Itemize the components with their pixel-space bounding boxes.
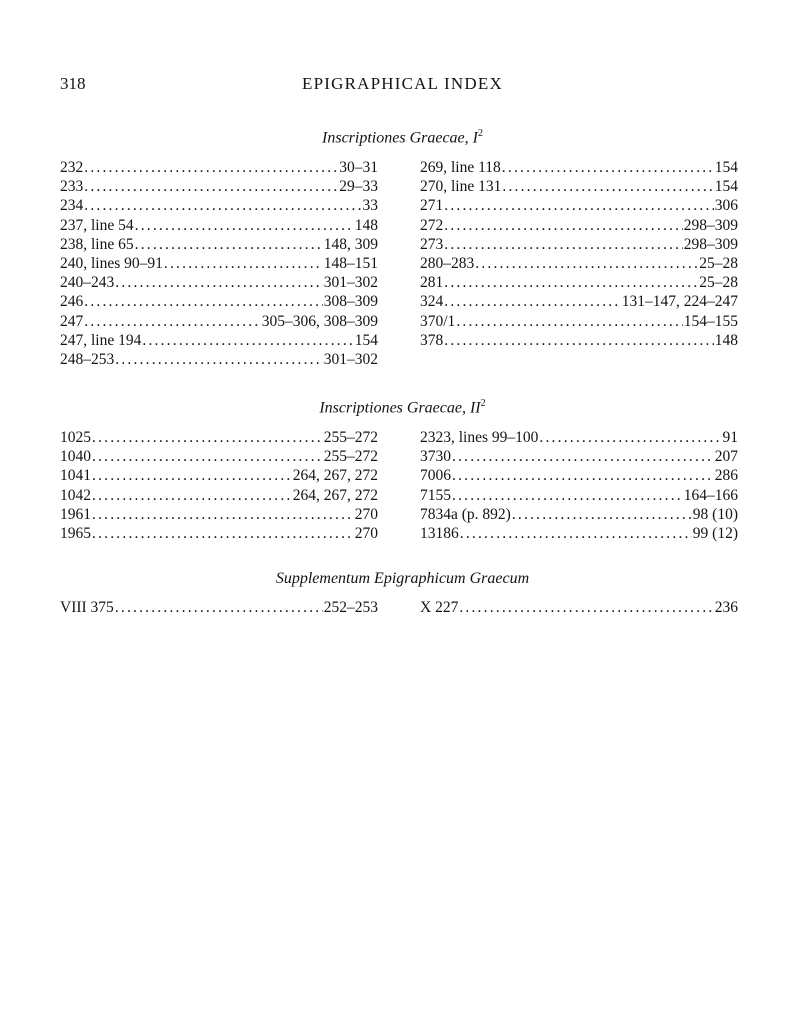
entry-pages: 148–151 [323, 254, 378, 272]
entry-reference: 269, line 118 [420, 159, 501, 176]
entry-reference: 1042 [60, 486, 91, 504]
entry-reference: 7155 [420, 486, 451, 504]
index-entry [60, 466, 378, 485]
dot-leader [92, 447, 323, 466]
index-entry [60, 350, 378, 369]
entry-reference: 232 [60, 159, 84, 176]
index-entry [60, 428, 378, 447]
dot-leader [475, 254, 698, 273]
entry-pages: 236 [714, 599, 738, 616]
index-entry [420, 158, 738, 177]
dot-leader [92, 505, 354, 524]
entry-pages: 154 [354, 331, 378, 349]
entry-pages: 99 (12) [692, 524, 738, 542]
index-entry [60, 447, 378, 466]
entry-reference: 272 [420, 216, 444, 234]
entry-pages: 298–309 [683, 216, 738, 234]
entry-reference: VIII 375 [60, 599, 114, 616]
dot-leader [444, 331, 714, 350]
entry-pages: 270 [354, 505, 378, 523]
index-entry [420, 524, 738, 543]
entry-reference: 370/1 [420, 312, 456, 330]
index-entry [420, 292, 738, 311]
index-entry [60, 524, 378, 543]
dot-leader [84, 292, 323, 311]
entry-pages: 148, 309 [323, 235, 378, 253]
dot-leader [84, 196, 361, 215]
dot-leader [92, 524, 354, 543]
entry-pages: 154 [714, 178, 738, 196]
dot-leader [444, 273, 698, 292]
page-number: 318 [60, 74, 86, 93]
entry-pages: 148 [714, 331, 738, 349]
entry-reference: 240, lines 90–91 [60, 254, 163, 272]
entry-reference: 281 [420, 274, 444, 292]
entry-pages: 308–309 [323, 293, 378, 311]
entry-pages: 207 [714, 448, 738, 466]
index-column-right [420, 428, 738, 543]
index-column-left [60, 598, 378, 617]
index-entry [420, 177, 738, 196]
dot-leader [444, 216, 683, 235]
dot-leader [460, 524, 692, 543]
entry-pages: 252–253 [323, 599, 378, 616]
entry-pages: 298–309 [683, 235, 738, 253]
index-entry [60, 254, 378, 273]
running-head: EPIGRAPHICAL INDEX [302, 74, 503, 93]
entry-pages: 91 [722, 429, 738, 446]
entry-reference: 237, line 54 [60, 216, 134, 234]
entry-pages: 264, 267, 272 [292, 467, 378, 485]
entry-reference: 2323, lines 99–100 [420, 429, 539, 446]
index-entry [420, 331, 738, 350]
section-title-superscript: 2 [480, 398, 486, 409]
entry-reference: 247, line 194 [60, 331, 142, 349]
entry-pages: 131–147, 224–247 [621, 293, 738, 311]
entry-reference: 246 [60, 293, 84, 311]
index-entry [420, 196, 738, 215]
dot-leader [92, 428, 323, 447]
entry-reference: 1040 [60, 448, 91, 466]
index-entry [420, 598, 738, 617]
dot-leader [444, 196, 714, 215]
section-title-text: Supplementum Epigraphicum Graecum [275, 570, 530, 587]
entry-reference: 238, line 65 [60, 235, 134, 253]
index-entry [60, 598, 378, 617]
entry-reference: 280–283 [420, 254, 475, 272]
index-entry [60, 216, 378, 235]
entry-pages: 25–28 [699, 254, 738, 272]
entry-reference: 234 [60, 197, 84, 215]
entry-pages: 148 [354, 216, 378, 234]
dot-leader [92, 486, 292, 505]
dot-leader [84, 312, 261, 331]
index-entry [60, 331, 378, 350]
index-entry [420, 254, 738, 273]
entry-reference: 248–253 [60, 350, 115, 368]
section-title-superscript: 2 [477, 128, 483, 139]
entry-pages: 270 [354, 524, 378, 542]
dot-leader [142, 331, 353, 350]
dot-leader [539, 428, 721, 447]
dot-leader [452, 447, 714, 466]
section-title-text: Inscriptiones Graecae, I [322, 129, 478, 147]
entry-reference: 7006 [420, 467, 451, 485]
section-title-seg [0, 570, 805, 588]
entry-pages: 154 [714, 159, 738, 176]
entry-reference: 271 [420, 197, 444, 215]
entry-reference: 1041 [60, 467, 91, 485]
section-title-ig-ii2 [0, 398, 805, 417]
dot-leader [459, 598, 713, 617]
index-column-right [420, 598, 738, 617]
entry-pages: 255–272 [323, 448, 378, 466]
dot-leader [84, 158, 338, 177]
dot-leader [444, 235, 683, 254]
index-entry [420, 505, 738, 524]
index-entry [420, 235, 738, 254]
entry-reference: 3730 [420, 448, 451, 466]
entry-pages: 25–28 [699, 274, 738, 292]
dot-leader [456, 312, 682, 331]
entry-pages: 305–306, 308–309 [261, 312, 378, 330]
entry-reference: 7834a (p. 892) [420, 505, 511, 523]
index-entry [420, 312, 738, 331]
index-entry [60, 235, 378, 254]
entry-pages: 30–31 [339, 159, 378, 176]
entry-pages: 154–155 [683, 312, 738, 330]
index-entry [60, 196, 378, 215]
section-title-ig-i2 [0, 128, 805, 147]
index-column-right [420, 158, 738, 350]
entry-pages: 29–33 [339, 178, 378, 196]
entry-reference: 270, line 131 [420, 178, 502, 196]
entry-pages: 264, 267, 272 [292, 486, 378, 504]
dot-leader [84, 177, 338, 196]
index-entry [420, 466, 738, 485]
entry-pages: 286 [714, 467, 738, 485]
dot-leader [452, 466, 714, 485]
entry-reference: 378 [420, 331, 444, 349]
index-entry [420, 428, 738, 447]
entry-reference: 240–243 [60, 274, 115, 292]
dot-leader [502, 158, 714, 177]
index-entry [60, 292, 378, 311]
entry-pages: 98 (10) [692, 505, 738, 523]
entry-pages: 301–302 [323, 274, 378, 292]
index-entry [60, 158, 378, 177]
dot-leader [444, 292, 621, 311]
entry-reference: 1965 [60, 524, 91, 542]
entry-reference: 233 [60, 178, 84, 196]
dot-leader [512, 505, 692, 524]
entry-pages: 301–302 [323, 350, 378, 368]
dot-leader [135, 235, 323, 254]
dot-leader [164, 254, 323, 273]
index-column-left [60, 158, 378, 369]
entry-pages: 255–272 [323, 429, 378, 446]
entry-pages: 306 [714, 197, 738, 215]
dot-leader [115, 598, 323, 617]
entry-reference: 13186 [420, 524, 459, 542]
entry-reference: 1025 [60, 429, 91, 446]
entry-reference: X 227 [420, 599, 459, 616]
index-entry [60, 312, 378, 331]
index-entry [420, 447, 738, 466]
entry-pages: 33 [362, 197, 378, 215]
entry-reference: 273 [420, 235, 444, 253]
index-entry [60, 486, 378, 505]
dot-leader [502, 177, 713, 196]
dot-leader [452, 486, 683, 505]
index-entry [420, 486, 738, 505]
dot-leader [115, 350, 323, 369]
index-entry [60, 505, 378, 524]
index-entry [420, 216, 738, 235]
section-title-text: Inscriptiones Graecae, II [319, 399, 481, 417]
index-column-left [60, 428, 378, 543]
entry-reference: 324 [420, 293, 444, 311]
entry-pages: 164–166 [683, 486, 738, 504]
dot-leader [115, 273, 323, 292]
index-entry [60, 273, 378, 292]
entry-reference: 1961 [60, 505, 91, 523]
index-entry [420, 273, 738, 292]
dot-leader [92, 466, 292, 485]
dot-leader [135, 216, 354, 235]
entry-reference: 247 [60, 312, 84, 330]
index-entry [60, 177, 378, 196]
